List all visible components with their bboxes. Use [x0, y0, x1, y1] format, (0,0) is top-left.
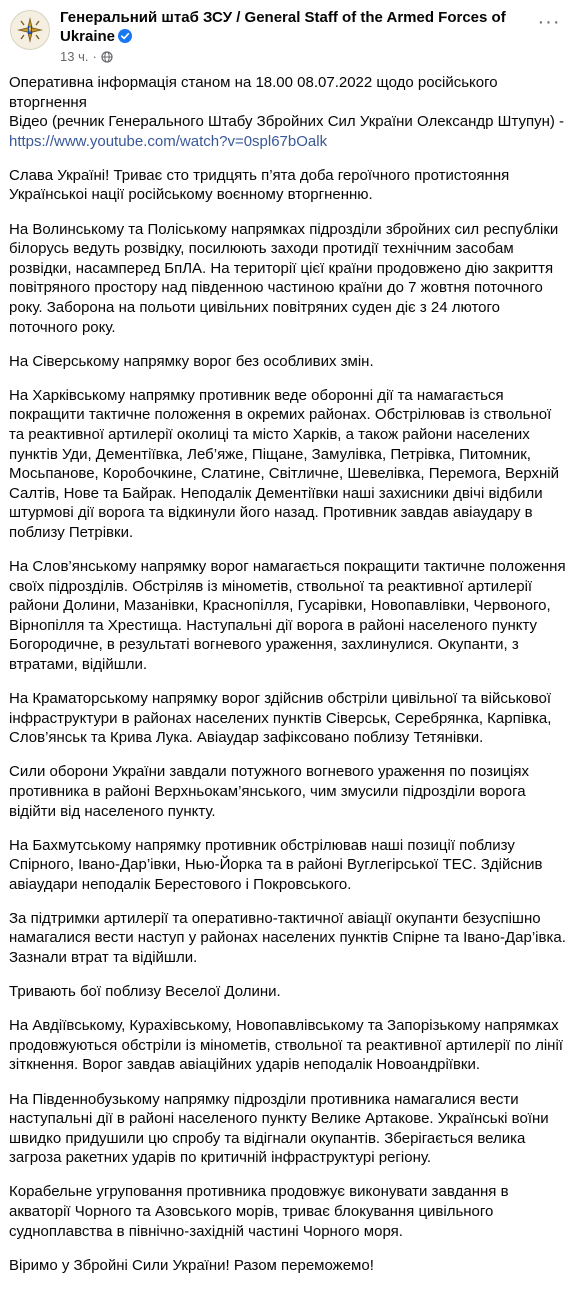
report-heading: Оперативна інформація станом на 18.00 08.07.2022 щодо російського вторгнення	[9, 74, 498, 111]
post-paragraph	[9, 73, 567, 151]
post-paragraph: Віримо у Збройні Сили України! Разом переможемо!	[9, 1256, 374, 1274]
globe-icon[interactable]	[101, 51, 113, 67]
post-paragraph: На Харківському напрямку противник веде оборонні дії та намагається покращити тактичне положення в окремих районах. Обстрілював із ствольної та реактивної артилерії околиці та місто Харків, а також райони населених пунктів Уди, Дементіївка, Леб’яже, Піщане, Замулівка, Петрівка, Питомник, Мосьпанове, Коробочкине, Слатине, Світличне, Шевелівка, Перемога, Верхній Салтів, Нове та Байрак. Неподалік Дементіївки наші захисники двічі відбили штурмові дії ворога та відкинули його назад. Противник завдав авіаудару в поблизу Петрівки.	[9, 386, 560, 541]
post-paragraph: На Краматорському напрямку ворог здійснив обстріли цивільної та військової інфраструктури в районах населених пунктів Сіверськ, Серебрянка, Карпівка, Слов’янськ та Крива Лука. Авіаудар зафіксовано поблизу Тетянівки.	[9, 690, 552, 747]
post-paragraph: Корабельне угруповання противника продовжує виконувати завдання в акваторії Чорного та Азовського морів, триває блокування цивільного судноплавства в північно-західній частині Чорного моря.	[9, 1183, 509, 1240]
video-link[interactable]: https://www.youtube.com/watch?v=0spl67bOalk	[9, 132, 328, 150]
page-name[interactable]	[60, 8, 515, 48]
page-avatar[interactable]	[10, 10, 50, 50]
post-paragraph: За підтримки артилерії та оперативно-тактичної авіації окупанти безуспішно намагалися вести наступ у районах населених пунктів Спірне та Івано-Дар’івка. Зазнали втрат та відійшли.	[9, 909, 566, 967]
emblem-icon	[11, 11, 49, 49]
post-paragraph: На Слов’янському напрямку ворог намагається покращити тактичне положення своїх підрозділів. Обстріляв із мінометів, ствольної та реактивної артилерії райони Долини, Мазанівки, Краснопілля, Гусарівки, Новопавлівки, Червоного, Вірнопілля та Хрестища. Наступальні дії ворога в районі населеного пункту Богородичне, в результаті вогневого ураження, захлинулися. Окупанти, з втратами, відійшли.	[9, 557, 566, 673]
post-paragraph: Сили оборони України завдали потужного вогневого ураження по позиціях противника в районі Верхньокам’янського, чим змусили підрозділи ворога відійти від населеного пункту.	[9, 763, 529, 820]
meta-separator: ·	[92, 49, 97, 64]
more-options-button[interactable]: ···	[537, 11, 561, 33]
verified-icon	[118, 29, 132, 48]
post-timestamp[interactable]: 13 ч.	[60, 49, 89, 64]
post-paragraph: На Авдіївському, Курахівському, Новопавлівському та Запорізькому напрямках продовжуються обстріли із мінометів, ствольної та реактивної артилерії по лінії зіткнення. Ворог завдав авіаційних ударів неподалік Новоандріївки.	[9, 1017, 563, 1074]
page-name-text[interactable]: Генеральний штаб ЗСУ / General Staff of the Armed Forces of Ukraine	[60, 9, 506, 45]
post-paragraph: На Волинському та Поліському напрямках підрозділи збройних сил республіки білорусь ведуть розвідку, посилюють заходи протидії технічним засобам розвідки, насамперед БпЛА. На території цієї країни продовжено дію закриття повітряного простору над південною частиною країни до 7 жовтня поточного року. Заборона на польоти цивільних повітряних суден діє з 24 лютого поточного року.	[9, 220, 559, 336]
post-paragraph: Слава Україні! Триває сто тридцять п’ята доба героїчного протистояння Українськоі нації російському воєнному вторгненню.	[9, 166, 510, 204]
post-paragraph: Тривають бої поблизу Веселої Долини.	[9, 983, 281, 1001]
video-caption: Відео (речник Генерального Штабу Збройних Сил України Олександр Штупун) -	[9, 113, 565, 131]
post-header	[10, 8, 570, 66]
post-paragraph: На Сіверському напрямку ворог без особливих змін.	[9, 352, 374, 370]
post-body	[9, 73, 567, 1290]
post-paragraph: На Південнобузькому напрямку підрозділи противника намагалися вести наступальні дії в районі населеного пункту Велике Артакове. Українські воїни швидко придушили цю спробу та відігнали окупантів. Зберігається велика загроза ракетних ударів по критичній інфраструктурі регіону.	[9, 1090, 549, 1167]
post-meta	[60, 49, 113, 67]
post-paragraph: На Бахмутському напрямку противник обстрілював наші позиції поблизу Спірного, Івано-Дар’івки, Нью-Йорка та в районі Вуглегірської ТЕС. Здійснив авіаудари неподалік Берестового і Покровського.	[9, 836, 543, 893]
